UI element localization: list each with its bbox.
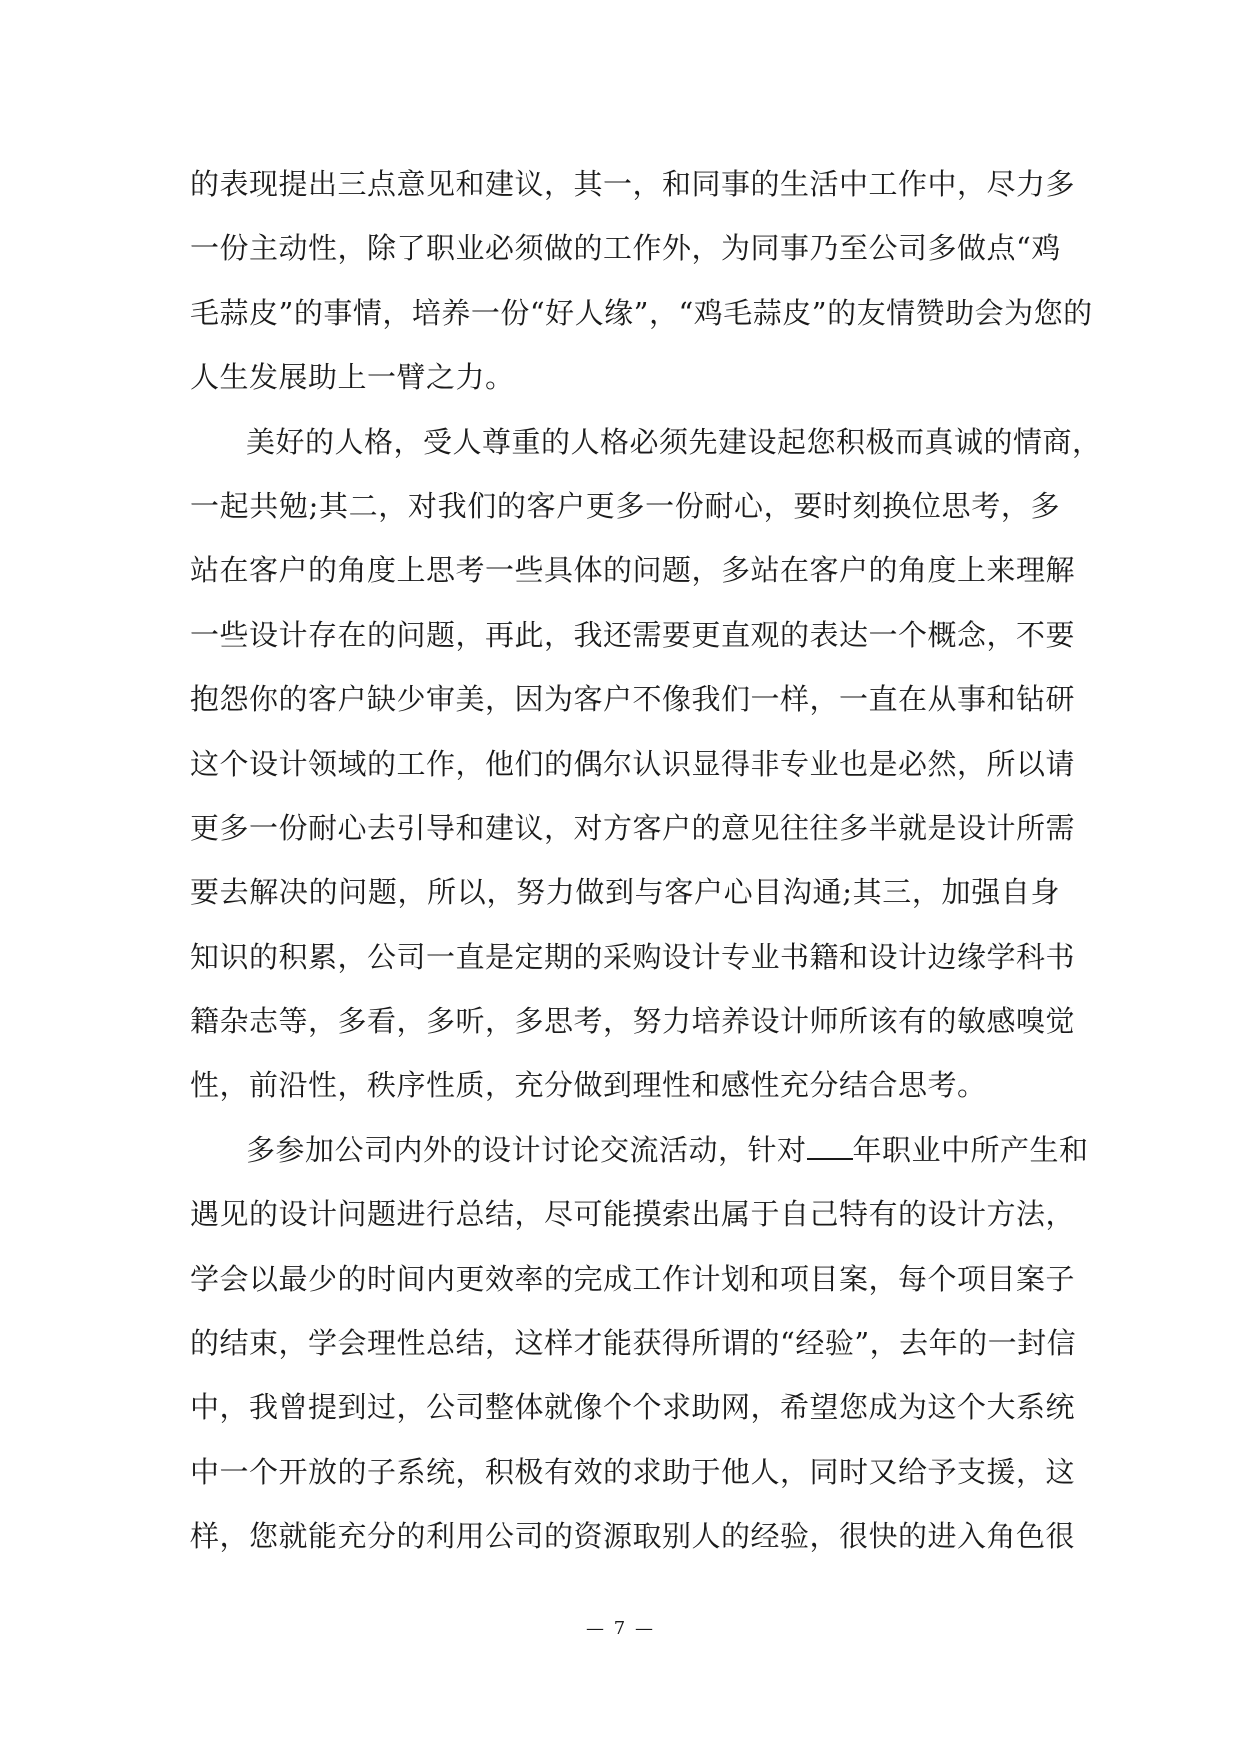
fill-in-blank — [807, 1134, 853, 1160]
text-line: 要去解决的问题，所以，努力做到与客户心目沟通;其三，加强自身 — [190, 875, 1060, 910]
text-line: 抱怨你的客户缺少审美，因为客户不像我们一样，一直在从事和钻研 — [190, 682, 1076, 717]
text-segment: 多参加公司内外的设计讨论交流活动，针对 — [246, 1132, 807, 1167]
text-line: 中，我曾提到过，公司整体就像个个求助网，希望您成为这个大系统 — [190, 1390, 1076, 1425]
text-line: 站在客户的角度上思考一些具体的问题，多站在客户的角度上来理解 — [190, 553, 1076, 588]
text-line: 知识的积累，公司一直是定期的采购设计专业书籍和设计边缘学科书 — [190, 939, 1076, 974]
text-line: 一份主动性，除了职业必须做的工作外，为同事乃至公司多做点“鸡 — [190, 231, 1061, 266]
text-line: 的结束，学会理性总结，这样才能获得所谓的“经验”，去年的一封信 — [190, 1326, 1077, 1361]
text-line: 遇见的设计问题进行总结，尽可能摸索出属于自己特有的设计方法， — [190, 1197, 1076, 1232]
page-number: — 7 — — [586, 1618, 655, 1639]
text-line: 美好的人格，受人尊重的人格必须先建设起您积极而真诚的情商， — [246, 424, 1102, 459]
text-line: 中一个开放的子系统，积极有效的求助于他人，同时又给予支援，这 — [190, 1454, 1076, 1489]
text-line: 一起共勉;其二，对我们的客户更多一份耐心，要时刻换位思考，多 — [190, 488, 1060, 523]
text-line: 学会以最少的时间内更效率的完成工作计划和项目案，每个项目案子 — [190, 1261, 1076, 1296]
text-line: 毛蒜皮”的事情，培养一份“好人缘”，“鸡毛蒜皮”的友情赞助会为您的 — [190, 295, 1093, 330]
text-segment: 年职业中所产生和 — [852, 1132, 1089, 1167]
text-line-with-blank — [190, 1118, 1089, 1182]
text-line: 更多一份耐心去引导和建议，对方客户的意见往往多半就是设计所需 — [190, 810, 1076, 845]
text-line: 这个设计领域的工作，他们的偶尔认识显得非专业也是必然，所以请 — [190, 746, 1076, 781]
document-body — [190, 152, 1102, 1569]
text-line: 籍杂志等，多看，多听，多思考，努力培养设计师所该有的敏感嗅觉 — [190, 1004, 1076, 1039]
text-line: 人生发展助上一臂之力。 — [190, 360, 515, 395]
text-line: 的表现提出三点意见和建议，其一，和同事的生活中工作中，尽力多 — [190, 167, 1076, 201]
text-line: 样，您就能充分的利用公司的资源取别人的经验，很快的进入角色很 — [190, 1519, 1076, 1554]
text-line: 性，前沿性，秩序性质，充分做到理性和感性充分结合思考。 — [190, 1068, 987, 1103]
text-line: 一些设计存在的问题，再此，我还需要更直观的表达一个概念，不要 — [190, 617, 1076, 652]
